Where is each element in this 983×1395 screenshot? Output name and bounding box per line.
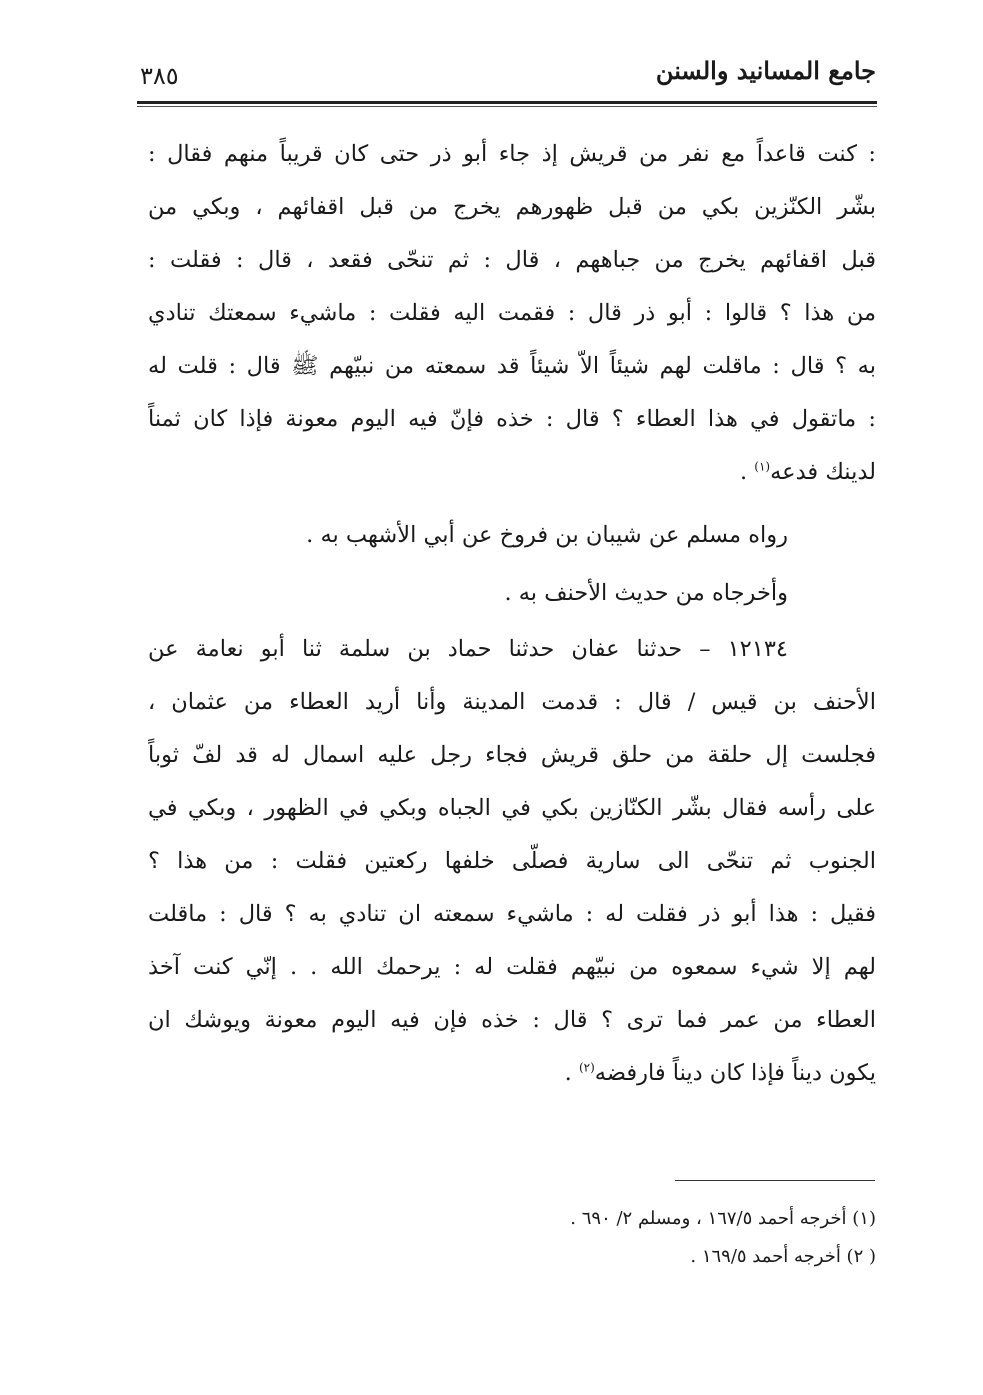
page-header xyxy=(140,52,876,96)
narration-block xyxy=(148,506,876,622)
text-line: بشّر الكنّزين بكي من قبل ظهورهم يخرج من قبل اقفائهم ، وبكي من xyxy=(148,194,876,220)
text-fragment: لدينك فدعه xyxy=(770,459,876,485)
footnote-ref-2: (٢) xyxy=(578,1060,595,1075)
footnote-ref-1: (١) xyxy=(754,459,771,474)
book-title: جامع المسانيد والسنن xyxy=(655,56,876,85)
text-line xyxy=(148,446,876,499)
narration-line: وأخرجاه من حديث الأحنف به . xyxy=(504,580,788,606)
line-ending: . xyxy=(739,459,755,485)
text-fragment: يكون ديناً فإذا كان ديناً فارفضه xyxy=(594,1060,876,1086)
line-ending: . xyxy=(564,1060,579,1086)
text-line: : كنت قاعداً مع نفر من قريش إذ جاء أبو ذر حتى كان قريباً منهم فقال : xyxy=(148,141,876,167)
text-line: على رأسه فقال بشّر الكنّازين بكي في الجباه وبكي في الظهور ، وبكي في xyxy=(148,795,876,821)
footnote-1: (١) أخرجه أحمد ١٦٧/٥ ، ومسلم ٢/ ٦٩٠ . xyxy=(570,1208,876,1229)
paragraph-1 xyxy=(148,128,876,499)
text-line: الأحنف بن قيس / قال : قدمت المدينة وأنا أريد العطاء من عثمان ، xyxy=(148,689,876,715)
text-line: قبل اقفائهم يخرج من جباههم ، قال : ثم تنحّى فقعد ، قال : فقلت : xyxy=(148,247,876,273)
header-rule xyxy=(137,101,877,104)
hadith-12134 xyxy=(148,623,876,1100)
text-line: لهم إلا شيء سمعوه من نبيّهم فقلت له : يرحمك الله . . إنّي كنت آخذ xyxy=(148,954,876,980)
text-line: العطاء من عمر فما ترى ؟ قال : خذه فإن فيه اليوم معونة ويوشك ان xyxy=(148,1007,876,1033)
text-line: فجلست إل حلقة من حلق قريش فجاء رجل عليه اسمال له قد لفّ ثوباً xyxy=(148,742,876,768)
text-line: به ؟ قال : ماقلت لهم شيئاً الاّ شيئاً قد سمعته من نبيّهم ﷺ قال : قلت له xyxy=(148,353,876,379)
text-line: ١٢١٣٤ – حدثنا عفان حدثنا حماد بن سلمة ثنا أبو نعامة عن xyxy=(148,636,788,662)
footnote-separator xyxy=(675,1180,875,1181)
page-number: ٣٨٥ xyxy=(140,62,179,90)
text-line xyxy=(148,1047,876,1100)
footnotes xyxy=(148,1200,876,1276)
narration-line: رواه مسلم عن شيبان بن فروخ عن أبي الأشهب به . xyxy=(306,522,788,548)
text-line: فقيل : هذا أبو ذر فقلت له : ماشيء سمعته ان تنادي به ؟ قال : ماقلت xyxy=(148,901,876,927)
header-rule-thin xyxy=(137,106,877,107)
text-line: من هذا ؟ قالوا : أبو ذر قال : فقمت اليه فقلت : ماشيء سمعتك تنادي xyxy=(148,300,876,326)
text-line: : ماتقول في هذا العطاء ؟ قال : خذه فإنّ فيه اليوم معونة فإذا كان ثمناً xyxy=(148,406,876,432)
text-line: الجنوب ثم تنحّى الى سارية فصلّى خلفها ركعتين فقلت : من هذا ؟ xyxy=(148,848,876,874)
footnote-2: ( ٢) أخرجه أحمد ١٦٩/٥ . xyxy=(690,1246,876,1267)
